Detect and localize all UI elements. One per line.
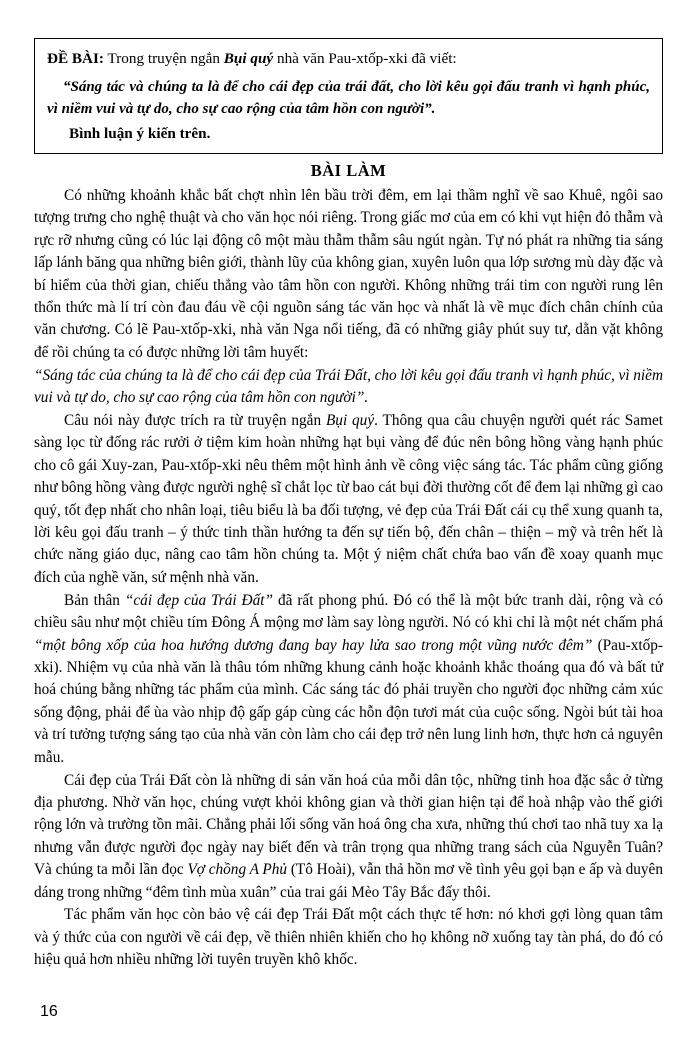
paragraph-1 [34, 185, 663, 364]
paragraph-2-quote [34, 365, 663, 410]
topic-command: Bình luận ý kiến trên. [69, 124, 211, 142]
topic-intro-after: nhà văn Pau-xtốp-xki đã viết: [273, 50, 457, 67]
paragraph-4 [34, 590, 663, 769]
run-text: Tác phẩm văn học còn bảo vệ cái đẹp Trái Đất một cách thực tế hơn: nó khơi gợi lòng quan tâm và ý thức của con người về cái đẹp, về thiên nhiên khiến cho họ không nỡ xuống tay tàn phá, do đó có hiệu quả hơn nhiều những lời tuyên truyền khô khốc. [34, 906, 663, 969]
run-text-italic: “một bông xốp của hoa hướng dương đang bay hay lửa sao trong một vũng nước đêm” [34, 636, 593, 654]
run-text: (Pau-xtốp-xki). Nhiệm vụ của nhà văn là thâu tóm những khung cảnh hoặc khoảnh khắc thoáng qua đó và bất tử hoá chúng bằng những tác phẩm của mình. Các sáng tác đó phải truyền cho người đọc những cảm xúc sống động, phải để ùa vào nhịp độ gấp gáp cùng các hỗn độn tươi mát của cuộc sống. Ngòi bút tài hoa và trí tưởng tượng sáng tạo của nhà văn còn làm cho cái đẹp trở nên lung linh hơn, thực hơn cả nguyên mẫu. [34, 636, 664, 766]
topic-intro-before: Trong truyện ngắn [103, 50, 224, 67]
run-text: Có những khoảnh khắc bất chợt nhìn lên bầu trời đêm, em lại thầm nghĩ về sao Khuê, ngôi sao tượng trưng cho nghệ thuật và cho văn học nói riêng. Trong giấc mơ của em có khi vụt hiện đỏ thẫm và rực rỡ nhưng cũng có lúc lại động cô một màu thẫm thẫm sâu ngút ngàn. Tự nó phát ra những tia sáng lấp lánh băng qua những biên giới, thành lũy của không gian, xuyên luôn qua lớp sương mù dày đặc và bí hiểm của thời gian, chiếu thẳng vào tâm hồn con người. Không những trái tim con người rung lên thổn thức mà lí trí còn đau đáu về cội nguồn sáng tác văn học và nhất là về mục đích chân chính của văn chương. Có lẽ Pau-xtốp-xki, nhà văn Nga nổi tiếng, đã có những giây phút suy tư, dằn vặt không để rồi chúng ta có được những lời tâm huyết: [34, 186, 663, 361]
run-text-italic: Bụi quý [325, 412, 375, 430]
run-text-italic: Vợ chồng A Phủ [187, 861, 288, 879]
section-heading: BÀI LÀM [310, 160, 387, 180]
run-text: Bản thân [64, 591, 125, 609]
run-text-italic: “cái đẹp của Trái Đất” [124, 591, 273, 609]
paragraph-5 [34, 770, 663, 904]
page-number: 16 [40, 1003, 58, 1020]
run-text: (Tô Hoài), vẫn thả hồn mơ về tình yêu gọi bạn e ấp và duyên dáng trong những “đêm tình mùa xuân” của trai gái Mèo Tây Bắc đấy thôi. [34, 861, 663, 901]
run-text: . Thông qua câu chuyện người quét rác Samet sàng lọc từ đống rác rưởi ở tiệm kim hoàn những hạt bụi vàng để đúc nên bông hồng vàng hạnh phúc cho cô gái Xuy-zan, Pau-xtốp-xki nêu thêm một hình ảnh về công việc sáng tác. Tác phẩm cũng giống như bông hồng vàng được người nghệ sĩ chắt lọc từ bao cát bụi đời thường cốt để đem lại những gì cao quý, tốt đẹp nhất cho nhân loại, tiêu biểu là ba đối tượng, vẻ đẹp của Trái Đất cái cụ thể xung quanh ta, lời kêu gọi đấu tranh – ý thức tinh thần hướng ta đến sự tiến bộ, đến chân – thiện – mỹ và trên hết là chức năng giáo dục, nâng cao tâm hồn chúng ta. Một ý niệm chất chứa bao vấn đề xoay quanh mục đích của nghề văn, sứ mệnh nhà văn. [34, 412, 664, 586]
run-text: Cái đẹp của Trái Đất còn là những di sản văn hoá của mỗi dân tộc, những tinh hoa đặc sắc ở từng địa phương. Nhờ văn học, chúng vượt khỏi không gian và thời gian hiện tại để hoà nhập vào thế giới rộng lớn và trường tồn mãi. Chẳng phải lối sống văn hoá ông cha xưa, những thú chơi tao nhã tuy xa lạ nhưng vẫn được người đọc ngày nay biết đến và trân trọng qua những trang sách của Nguyễn Tuân? Và chúng ta mỗi lần đọc [34, 771, 663, 879]
essay-body [34, 185, 663, 972]
run-text: “Sáng tác của chúng ta là để cho cái đẹp của Trái Đất, cho lời kêu gọi đấu tranh vì hạnh phúc, vì niềm vui và tự do, cho sự cao rộng của tâm hồn con người”. [34, 366, 663, 407]
topic-story-title: Bụi quý [223, 50, 274, 67]
topic-quote: “Sáng tác và chúng ta là để cho cái đẹp của trái đất, cho lời kêu gọi đấu tranh vì hạnh phúc, vì niềm vui và tự do, cho sự cao rộng của tâm hồn con người”. [47, 78, 650, 117]
run-text: đã rất phong phú. Đó có thể là một bức tranh dài, rộng và có chiều sâu như một chiều tím Đông Á mộng mơ làm say lòng người. Nó có khi chỉ là một nét chấm phá [34, 591, 663, 632]
run-text: Câu nói này được trích ra từ truyện ngắn [64, 412, 326, 430]
topic-label: ĐỀ BÀI: [47, 50, 104, 67]
paragraph-6 [34, 904, 663, 971]
topic-intro-line [47, 48, 650, 70]
paragraph-3 [34, 410, 663, 589]
topic-box [34, 38, 663, 154]
